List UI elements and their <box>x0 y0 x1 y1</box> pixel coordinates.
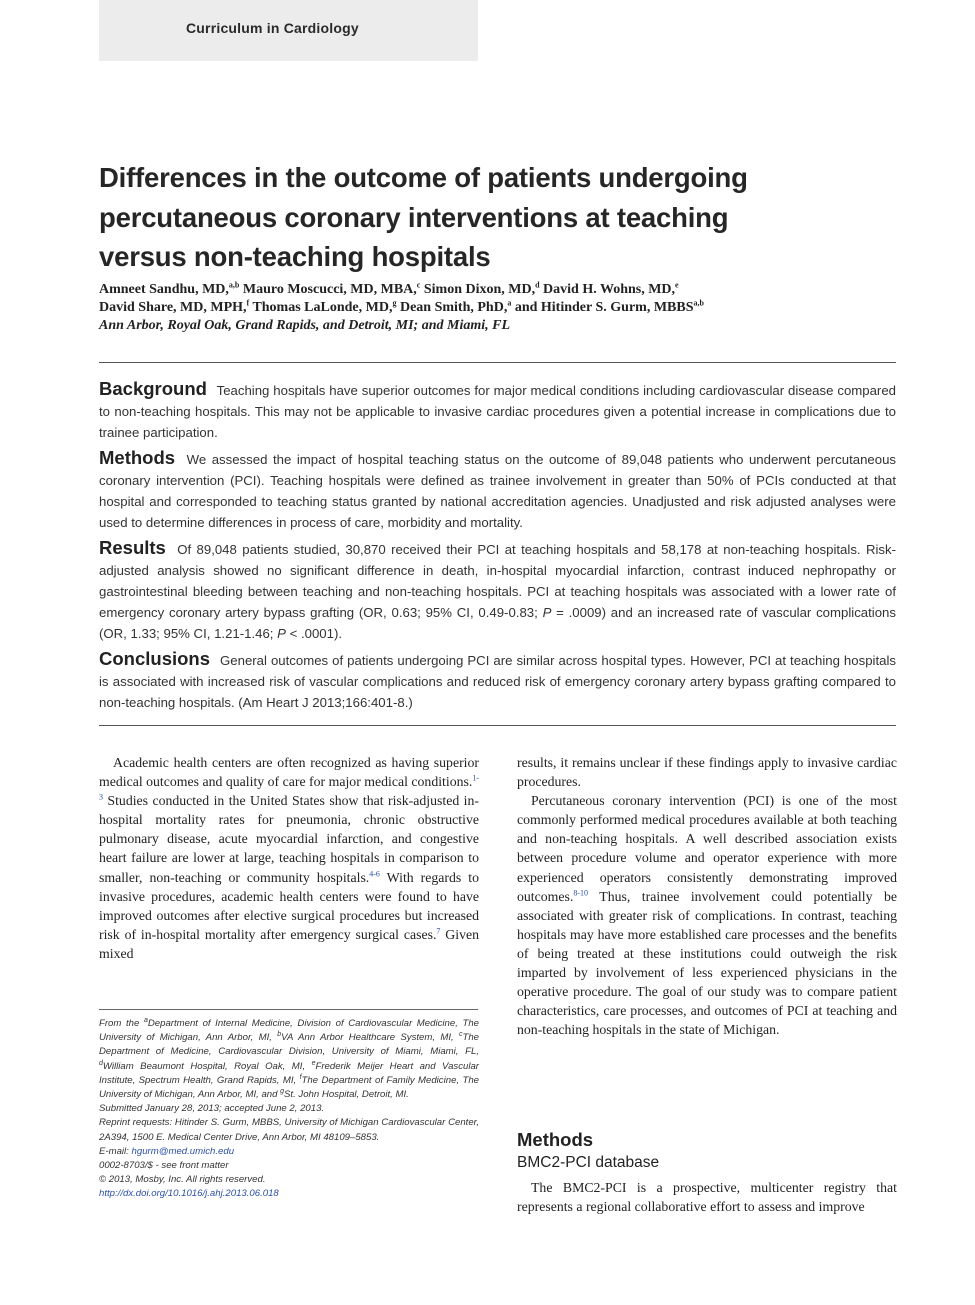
email-line <box>99 1145 479 1159</box>
footnote-text: From the <box>99 1018 140 1029</box>
title-line-2: percutaneous coronary interventions at teaching <box>99 201 729 233</box>
author-name: Amneet Sandhu, MD, <box>99 282 229 297</box>
abstract-text: Teaching hospitals have superior outcomes for major medical conditions including cardiovascular disease compared to non-teaching hospitals. This may not be applicable to invasive cardiac procedures given a potential increase in complications due to trainee participation. <box>99 383 896 440</box>
footnote-text: St. John Hospital, Detroit, MI. <box>284 1089 409 1101</box>
footnote-text: The Department of Family Medicine, The University of Michigan, Ann Arbor, MI, and <box>99 1074 479 1101</box>
abstract-text: < .0001). <box>289 626 343 641</box>
footnote-text: Frederik Meijer Heart and Vascular Institute, Spectrum Health, Grand Rapids, MI, <box>99 1060 479 1086</box>
footnote-sup: e <box>311 1059 316 1067</box>
author-affil-sup: a <box>507 298 512 308</box>
footnote-text: William Beaumont Hospital, Royal Oak, MI, <box>102 1060 306 1072</box>
methods-subheading: BMC2-PCI database <box>517 1154 660 1171</box>
body-paragraph <box>517 791 897 1039</box>
abstract-heading: Conclusions <box>99 648 211 669</box>
abstract-text: Of 89,048 patients studied, 30,870 received their PCI at teaching hospitals and 58,178 at non-teaching hospitals. Risk-adjusted analysis showed no significant difference in death, in-hospital myocardial infarction, contrast induced nephropathy or gastrointestinal bleeding between teaching and non-teaching hospitals. PCI at teaching hospitals was associated with a lower rate of emergency coronary artery bypass grafting (OR, 0.63; 95% CI, 0.49-0.83; <box>99 542 896 620</box>
author-affil-sup: c <box>416 280 421 290</box>
body-text: Percutaneous coronary intervention (PCI) is one of the most commonly performed medical procedures available at both teaching and non-teaching hospitals. A well described association exists between procedure volume and operator experience with more experienced operators consistently demonstrating improved outcomes. <box>517 793 897 904</box>
author-affil-sup: d <box>535 280 540 290</box>
body-paragraph: results, it remains unclear if these findings apply to invasive cardiac procedures. <box>517 755 897 790</box>
footnote-text: The Department of Medicine, Cardiovascular Division, University of Miami, Miami, FL, <box>99 1032 479 1058</box>
footnote-sup: f <box>299 1073 302 1081</box>
footnote-sup: b <box>277 1031 282 1039</box>
footnote-text: Department of Internal Medicine, Division of Cardiovascular Medicine, The University of Michigan, Ann Arbor, MI, <box>99 1018 480 1044</box>
footnote-sup: c <box>458 1031 463 1039</box>
body-text: Studies conducted in the United States show that risk-adjusted in-hospital mortality rates for pneumonia, chronic obstructive pulmonary disease, acute myocardial infarction, and congestive heart failure are lower at large, teaching hospitals in comparison to smaller, non-teaching or community hospitals. <box>99 793 479 885</box>
author-affil-sup: a,b <box>228 280 240 290</box>
abstract-conclusions <box>99 648 896 713</box>
article-title <box>99 158 859 277</box>
author-name: Simon Dixon, MD, <box>423 282 536 297</box>
abstract-background <box>99 378 896 443</box>
body-text: Given mixed <box>99 926 479 961</box>
abstract-methods <box>99 447 896 533</box>
author-line-1 <box>99 281 899 299</box>
abstract-text: General outcomes of patients undergoing PCI are similar across hospital types. However, PCI at teaching hospitals is associated with increased risk of vascular complications and reduced risk of emergency coronary artery bypass grafting compared to non-teaching hospitals. (Am Heart J 2013;166:401-8.) <box>99 653 896 710</box>
copyright-line: © 2013, Mosby, Inc. All rights reserved. <box>99 1174 266 1186</box>
author-name: David H. Wohns, MD, <box>543 282 676 297</box>
title-line-1: Differences in the outcome of patients undergoing <box>99 162 748 193</box>
issn-line: 0002-8703/$ - see front matter <box>99 1160 229 1172</box>
author-name: Thomas LaLonde, MD, <box>252 300 393 315</box>
abstract-text: = .0009) and an increased rate of vascular complications (OR, 1.33; 95% CI, 1.21-1.46; <box>99 605 896 641</box>
abstract-heading: Background <box>99 378 207 399</box>
footnote-sup: d <box>99 1059 103 1067</box>
body-paragraph <box>99 753 479 963</box>
methods-heading: Methods <box>517 1129 594 1150</box>
author-affil-sup: f <box>246 298 250 308</box>
email-link[interactable]: hgurm@med.umich.edu <box>131 1145 235 1157</box>
author-name: David Share, MD, MPH, <box>99 300 247 315</box>
title-line-3: versus non-teaching hospitals <box>99 241 491 272</box>
author-name: Dean Smith, PhD, <box>399 300 508 315</box>
author-affil-sup: a,b <box>693 298 704 308</box>
footnotes <box>99 1017 479 1202</box>
footnote-text: VA Ann Arbor Healthcare System, MI, <box>281 1032 454 1044</box>
reference-link[interactable]: 7 <box>436 926 441 936</box>
reprint-requests: Reprint requests: Hitinder S. Gurm, MBBS, University of Michigan Cardiovascular Center, 2A394, 1500 E. Medical Center Drive, Ann Arbor, MI 48109–5853. <box>99 1117 479 1143</box>
footnote-rule <box>99 1009 478 1010</box>
affiliations-footnote <box>99 1017 479 1102</box>
author-affil-sup: g <box>392 298 397 308</box>
author-name: and Hitinder S. Gurm, MBBS <box>514 300 694 315</box>
p-value-label: P <box>542 605 552 620</box>
abstract <box>99 378 896 717</box>
abstract-heading: Results <box>99 537 166 558</box>
methods-paragraph: The BMC2-PCI is a prospective, multicenter registry that represents a regional collaborative effort to assess and improve <box>517 1180 897 1214</box>
doi-link[interactable]: http://dx.doi.org/10.1016/j.ahj.2013.06.018 <box>99 1188 279 1200</box>
email-label: E-mail: <box>99 1145 129 1157</box>
body-text: With regards to invasive procedures, academic health centers were found to have improved outcomes after elective surgical procedures but increased risk of in-hospital mortality after emergency surgical cases. <box>99 869 479 942</box>
abstract-heading: Methods <box>99 447 176 468</box>
submitted-date: Submitted January 28, 2013; accepted June 2, 2013. <box>99 1103 325 1115</box>
footnote-sup: g <box>280 1087 285 1095</box>
abstract-results <box>99 537 896 644</box>
footnote-sup: a <box>143 1016 148 1024</box>
body-text: Academic health centers are often recognized as having superior medical outcomes and quality of care for major medical conditions. <box>99 755 479 790</box>
body-column-right <box>517 753 897 1039</box>
body-text: Thus, trainee involvement could potentially be associated with greater risk of complications. In contrast, teaching hospitals may have more established care processes and the benefits of being treated at these institutions could outweigh the risk imparted by involvement of less experienced physicians in the operative procedure. The goal of our study was to compare patient characteristics, care processes, and outcomes of PCI at teaching and non-teaching hospitals in the state of Michigan. <box>517 888 897 1038</box>
author-list <box>99 281 899 335</box>
author-line-2 <box>99 299 899 317</box>
reference-link[interactable]: 1-3 <box>99 773 479 802</box>
abstract-text: We assessed the impact of hospital teaching status on the outcome of 89,048 patients who underwent percutaneous coronary intervention (PCI). Teaching hospitals were defined as trainee involvement in greater than 50% of PCIs conducted at that hospital and corresponded to teaching status granted by national accreditation agencies. Unadjusted and risk adjusted analyses were used to determine differences in process of care, morbidity and mortality. <box>99 452 896 530</box>
reference-link[interactable]: 8-10 <box>573 888 588 898</box>
body-column-left <box>99 753 479 963</box>
abstract-bottom-rule <box>99 725 896 726</box>
abstract-top-rule <box>99 362 896 363</box>
author-locations: Ann Arbor, Royal Oak, Grand Rapids, and Detroit, MI; and Miami, FL <box>99 318 511 333</box>
author-affil-sup: e <box>675 280 679 290</box>
author-name: Mauro Moscucci, MD, MBA, <box>242 282 417 297</box>
p-value-label: P <box>277 626 286 641</box>
reference-link[interactable]: 4-6 <box>369 868 380 878</box>
section-label: Curriculum in Cardiology <box>186 20 359 36</box>
